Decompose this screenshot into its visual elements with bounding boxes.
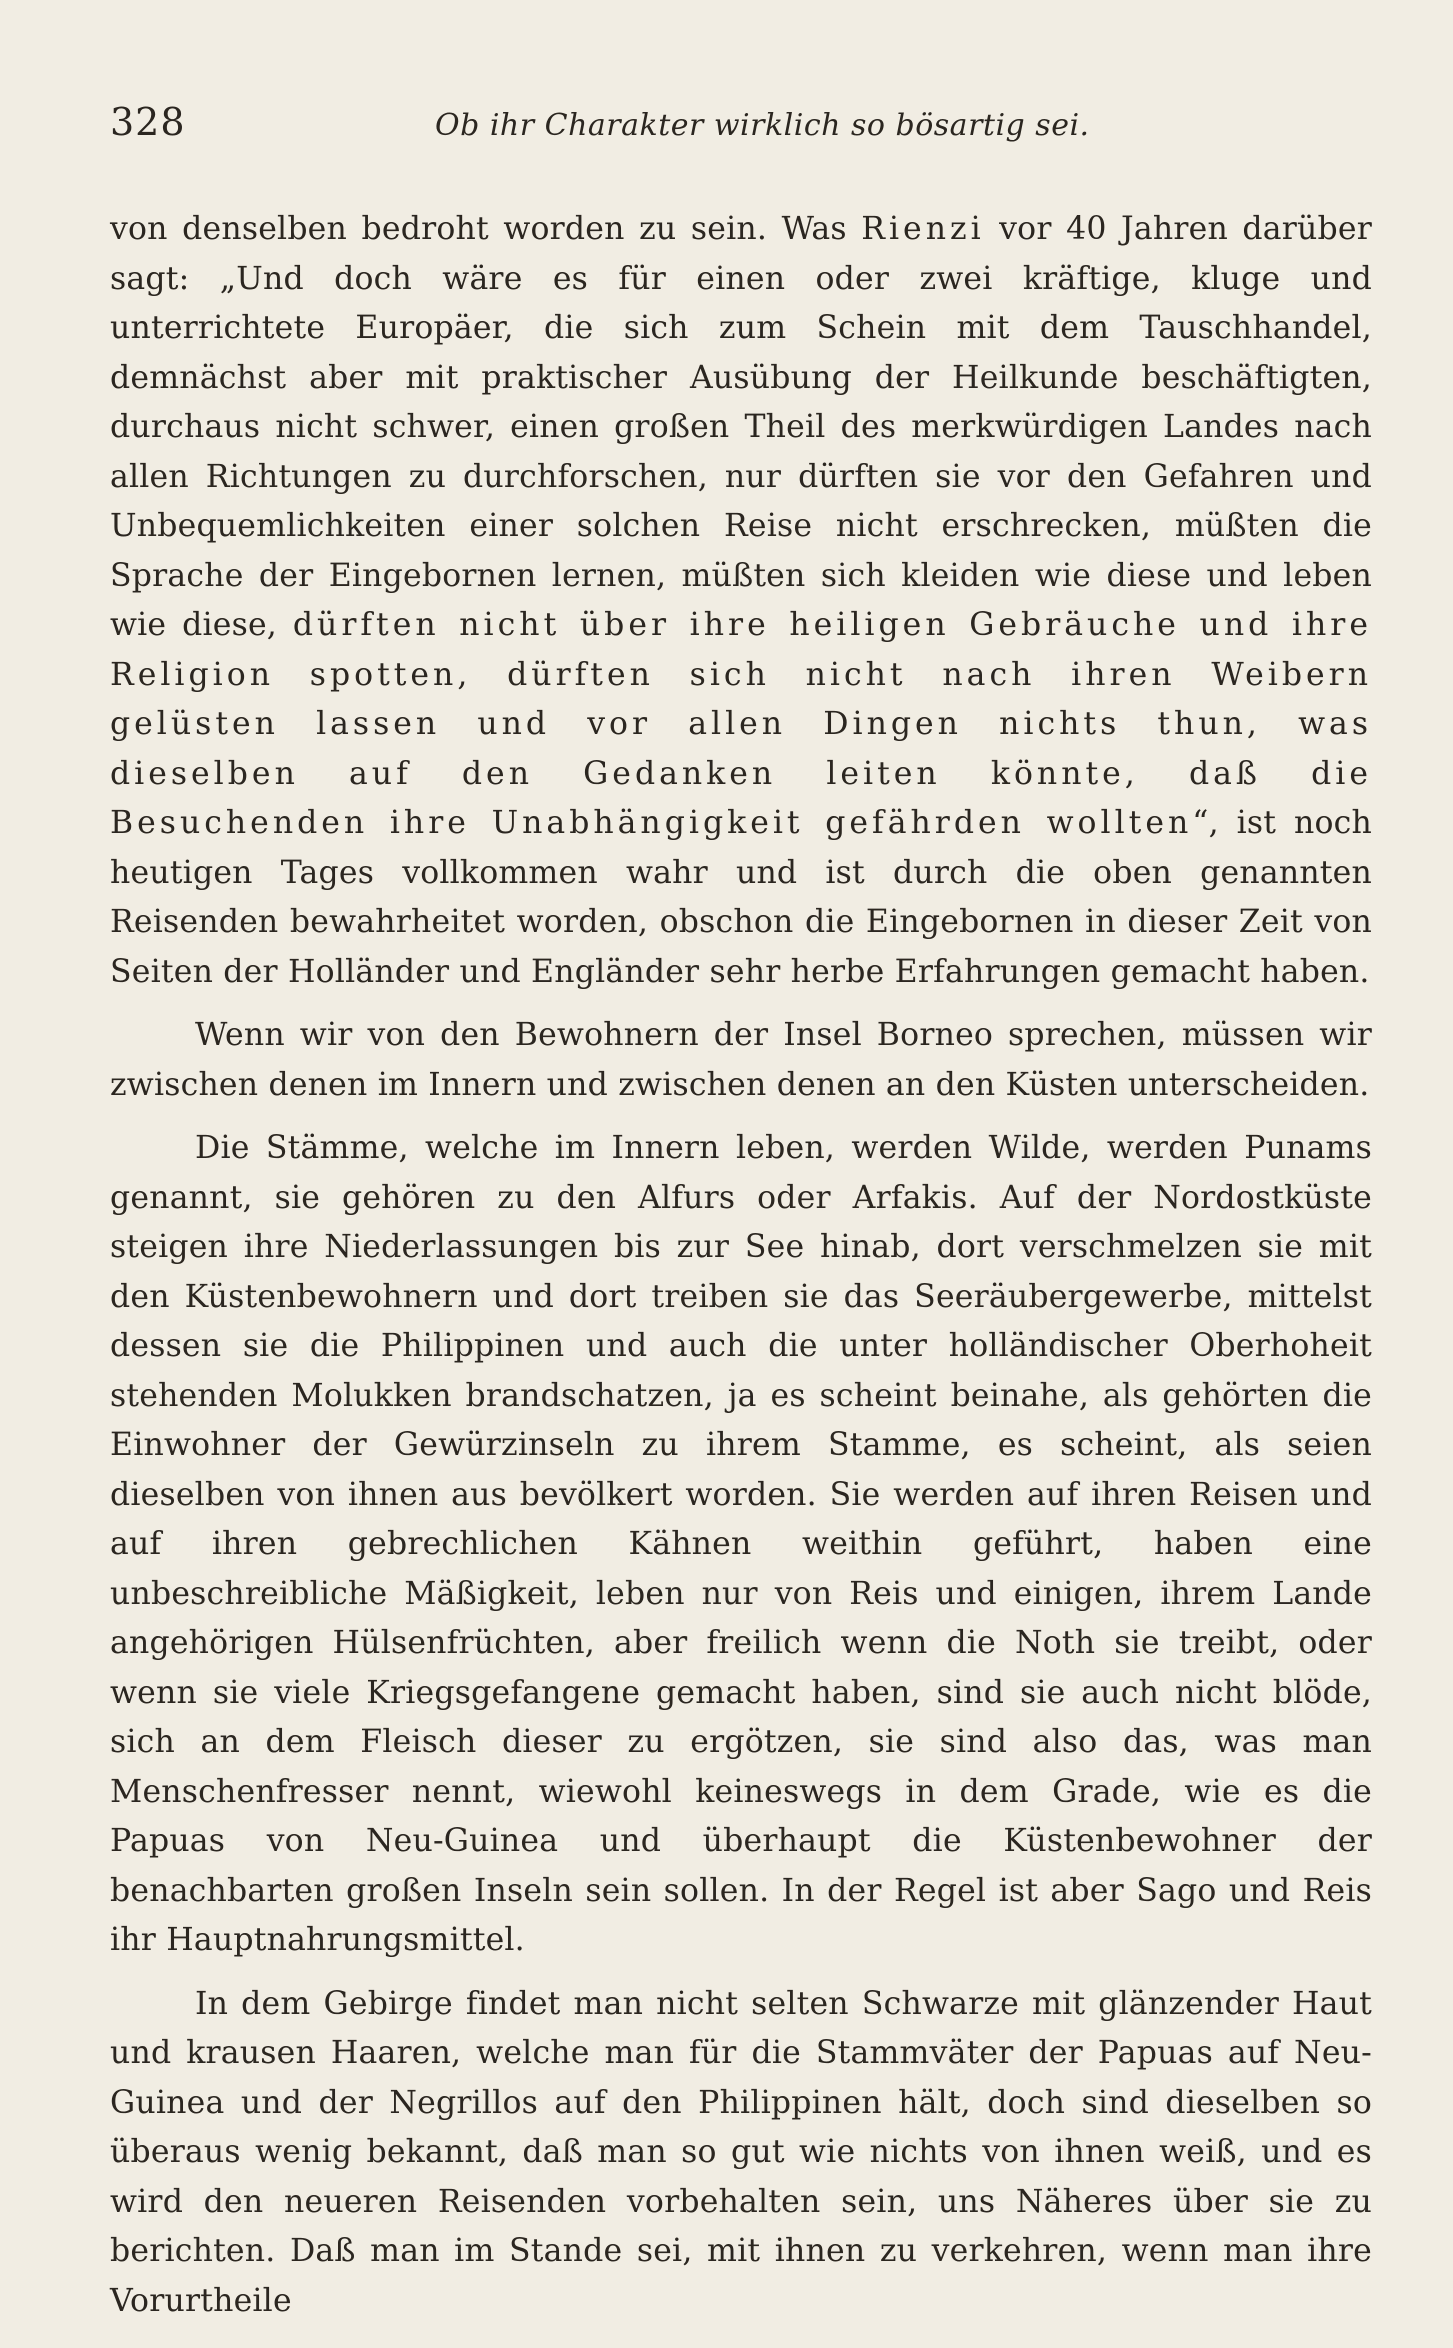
paragraph-1-text-after: “, ist noch heutigen Tages vollkommen wahr und ist durch die oben genannten Reisenden bewahrheitet worden, obschon die Eingebornen in dieser Zeit von Seiten der Holländer und Engländer sehr herbe Erfahrungen gemacht haben. bbox=[110, 805, 1372, 990]
page-header bbox=[110, 100, 1373, 170]
paragraph-3: Die Stämme, welche im Innern leben, werden Wilde, werden Punams genannt, sie gehören zu den Alfurs oder Arfakis. Auf der Nordostküste steigen ihre Niederlassungen bis zur See hinab, dort verschmelzen sie mit den Küstenbewohnern und dort treiben sie das Seeräubergewerbe, mittelst dessen sie die Philippinen und auch die unter holländischer Oberhoheit stehenden Molukken brandschatzen, ja es scheint beinahe, als gehörten die Einwohner der Gewürzinseln zu ihrem Stamme, es scheint, als seien dieselben von ihnen aus bevölkert worden. Sie werden auf ihren Reisen und auf ihren gebrechlichen Kähnen weithin geführt, haben eine unbeschreibliche Mäßigkeit, leben nur von Reis und einigen, ihrem Lande angehörigen Hülsenfrüchten, aber freilich wenn die Noth sie treibt, oder wenn sie viele Kriegsgefangene gemacht haben, sind sie auch nicht blöde, sich an dem Fleisch dieser zu ergötzen, sie sind also das, was man Menschenfresser nennt, wiewohl keineswegs in dem Grade, wie es die Papuas von Neu-Guinea und überhaupt die Küstenbewohner der benachbarten großen Inseln sein sollen. In der Regel ist aber Sago und Reis ihr Hauptnahrungsmittel. bbox=[110, 1130, 1372, 1958]
running-head: Ob ihr Charakter wirklich so bösartig sei. bbox=[435, 108, 1090, 143]
page-number: 328 bbox=[110, 100, 186, 144]
body-text bbox=[110, 205, 1372, 2326]
paragraph-1-text-before: von denselben bedroht worden zu sein. Was bbox=[110, 211, 862, 247]
paragraph-1 bbox=[110, 205, 1372, 997]
paragraph-2: Wenn wir von den Bewohnern der Insel Borneo sprechen, müssen wir zwischen denen im Innern und zwischen denen an den Küsten unterscheiden. bbox=[110, 1017, 1372, 1103]
spaced-name-rienzi: Rienzi bbox=[861, 211, 985, 247]
paragraph-1-text-mid: vor 40 Jahren darüber sagt: „Und doch wäre es für einen oder zwei kräftige, kluge und unterrichtete Europäer, die sich zum Schein mit dem Tauschhandel, demnächst aber mit praktischer Ausübung der Heilkunde beschäftigten, durchaus nicht schwer, einen großen Theil des merkwürdigen Landes nach allen Richtungen zu durchforschen, nur dürften sie vor den Gefahren und Unbequemlichkeiten einer solchen Reise nicht erschrecken, müßten die Sprache der Eingebornen lernen, müßten sich kleiden wie diese und leben wie diese, bbox=[110, 211, 1372, 643]
paragraph-4: In dem Gebirge findet man nicht selten Schwarze mit glänzender Haut und krausen Haaren, welche man für die Stammväter der Papuas auf Neu-Guinea und der Negrillos auf den Philippinen hält, doch sind dieselben so überaus wenig bekannt, daß man so gut wie nichts von ihnen weiß, und es wird den neueren Reisenden vorbehalten sein, uns Näheres über sie zu berichten. Daß man im Stande sei, mit ihnen zu verkehren, wenn man ihre Vorurtheile bbox=[110, 1985, 1372, 2319]
spaced-emphasis: dürften nicht über ihre heiligen Gebräuche und ihre Religion spotten, dürften sich nicht nach ihren Weibern gelüsten lassen und vor allen Dingen nichts thun, was dieselben auf den Gedanken leiten könnte, daß die Besuchenden ihre Unabhängigkeit gefährden wollten bbox=[110, 607, 1372, 841]
